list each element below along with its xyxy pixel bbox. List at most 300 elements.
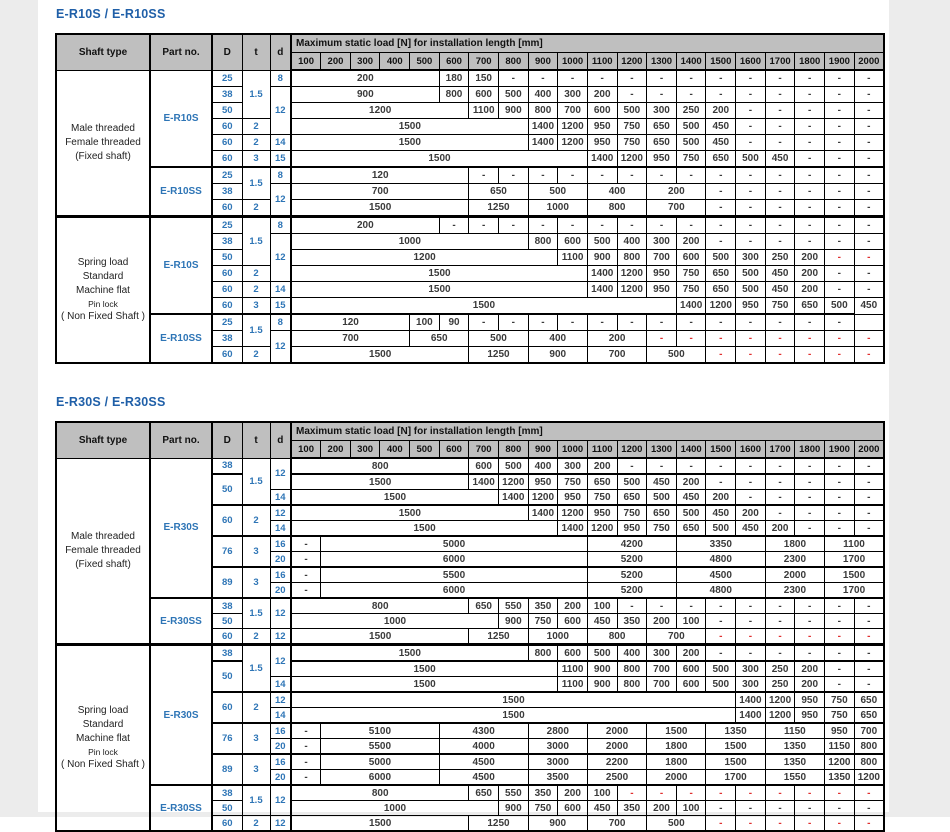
load-cell-empty: - [765, 816, 795, 832]
load-cell: 200 [706, 490, 736, 506]
load-cell: 250 [765, 250, 795, 266]
load-cell: 700 [587, 816, 646, 832]
load-cell-empty: - [854, 645, 884, 662]
dim-D-cell: 50 [212, 801, 242, 816]
load-cell: 700 [647, 629, 706, 645]
load-cell: 1500 [706, 754, 765, 770]
load-cell: 1500 [291, 282, 587, 298]
load-cell: 1500 [291, 708, 736, 724]
load-cell-empty: - [854, 661, 884, 677]
col-header-length: 500 [410, 441, 440, 459]
load-cell: 700 [291, 331, 410, 347]
load-cell-empty: - [676, 331, 706, 347]
load-cell: 200 [676, 645, 706, 662]
load-cell-empty: - [736, 314, 766, 331]
load-cell: 800 [291, 458, 469, 474]
load-cell: 1500 [291, 816, 469, 832]
load-cell-empty: - [736, 801, 766, 816]
load-cell-empty: - [825, 266, 855, 282]
table-row [56, 70, 884, 87]
load-cell: 1200 [558, 119, 588, 135]
load-cell-empty: - [795, 490, 825, 506]
load-cell: 4500 [439, 770, 528, 786]
col-header-load-title: Maximum static load [N] for installation length [mm] [291, 422, 884, 441]
load-cell-empty: - [587, 70, 617, 87]
load-cell: 1500 [291, 119, 528, 135]
dim-d-cell: 12 [270, 816, 291, 832]
load-cell-empty: - [706, 314, 736, 331]
load-cell-empty: - [647, 331, 677, 347]
load-cell: 500 [706, 250, 736, 266]
load-cell: 5200 [587, 552, 676, 568]
load-cell-empty: - [528, 314, 558, 331]
load-cell: 750 [676, 151, 706, 168]
dim-d-cell: 16 [270, 754, 291, 770]
load-cell-empty: - [647, 217, 677, 234]
load-cell: 1500 [291, 677, 558, 693]
table1-title: E-R10S / E-R10SS [56, 7, 166, 21]
shaft-type-line: ( Non Fixed Shaft ) [61, 759, 145, 770]
dim-D-cell: 60 [212, 629, 242, 645]
dim-d-cell: 8 [270, 314, 291, 331]
load-cell-empty: - [765, 490, 795, 506]
load-cell: 950 [587, 119, 617, 135]
load-cell-empty: - [291, 583, 321, 599]
load-cell-empty: - [854, 87, 884, 103]
dim-d-cell: 14 [270, 282, 291, 298]
load-cell: 500 [498, 87, 528, 103]
load-cell: 750 [676, 266, 706, 282]
col-header-length: 2000 [854, 441, 884, 459]
load-cell-empty: - [647, 458, 677, 474]
part-no-cell: E-R10SS [150, 314, 212, 363]
load-cell: 950 [647, 151, 677, 168]
load-cell: 750 [558, 474, 588, 490]
load-cell: 1500 [291, 474, 469, 490]
load-cell-empty: - [825, 785, 855, 801]
load-cell-empty: - [825, 184, 855, 200]
load-cell-empty: - [498, 314, 528, 331]
load-cell: 650 [587, 474, 617, 490]
dim-t-cell: 2 [242, 505, 270, 536]
load-cell-empty: - [647, 87, 677, 103]
load-cell-empty: - [676, 70, 706, 87]
load-cell: 1400 [528, 119, 558, 135]
dim-D-cell: 60 [212, 135, 242, 151]
load-cell: 450 [647, 474, 677, 490]
load-cell: 500 [647, 490, 677, 506]
load-cell: 500 [498, 458, 528, 474]
load-cell: 5200 [587, 583, 676, 599]
load-cell-empty: - [587, 314, 617, 331]
shaft-type-line: Spring load [77, 257, 129, 268]
load-cell-empty: - [825, 314, 855, 331]
load-cell: 1800 [647, 754, 706, 770]
dim-D-cell: 38 [212, 645, 242, 662]
load-cell: 300 [558, 87, 588, 103]
load-cell: 1100 [558, 250, 588, 266]
load-cell-empty: - [825, 505, 855, 521]
col-header-length: 100 [291, 53, 321, 71]
load-cell: 1350 [825, 770, 855, 786]
dim-t-cell: 2 [242, 282, 270, 298]
load-cell: 500 [469, 331, 528, 347]
shaft-type-cell [56, 217, 150, 364]
col-header-length: 2000 [854, 53, 884, 71]
load-cell-empty: - [795, 151, 825, 168]
load-cell: 5100 [321, 723, 440, 739]
load-cell: 5500 [321, 739, 440, 755]
load-cell: 900 [528, 816, 587, 832]
shaft-type-line: Spring load [77, 705, 129, 716]
load-cell: 3000 [528, 739, 587, 755]
dim-d-cell: 14 [270, 490, 291, 506]
dim-D-cell: 60 [212, 816, 242, 832]
dim-d-cell: 14 [270, 521, 291, 537]
load-cell: 1500 [825, 567, 884, 583]
load-cell: 450 [676, 490, 706, 506]
load-cell-empty: - [795, 167, 825, 184]
load-cell: 750 [617, 505, 647, 521]
load-cell: 400 [528, 458, 558, 474]
load-cell-empty: - [706, 200, 736, 217]
load-cell: 1000 [528, 200, 587, 217]
load-cell-empty: - [706, 629, 736, 645]
load-cell-empty: - [647, 314, 677, 331]
load-cell-empty: - [825, 629, 855, 645]
load-cell-empty: - [528, 70, 558, 87]
load-cell-empty: - [825, 458, 855, 474]
load-cell: 500 [528, 184, 587, 200]
load-cell: 2500 [587, 770, 646, 786]
col-header-length: 400 [380, 441, 410, 459]
load-cell: 350 [617, 801, 647, 816]
dim-t-cell: 3 [242, 723, 270, 754]
load-cell: 5200 [587, 567, 676, 583]
load-cell: 750 [825, 692, 855, 708]
dim-D-cell: 38 [212, 234, 242, 250]
col-header-d: d [270, 34, 291, 70]
load-cell-empty: - [617, 167, 647, 184]
load-cell-empty: - [765, 119, 795, 135]
dim-D-cell: 50 [212, 250, 242, 266]
col-header-length: 600 [439, 441, 469, 459]
load-cell-empty: - [795, 458, 825, 474]
load-cell-empty: - [795, 521, 825, 537]
load-cell-empty: - [854, 801, 884, 816]
load-cell-empty: - [854, 474, 884, 490]
load-cell-empty: - [736, 167, 766, 184]
load-cell-empty: - [795, 785, 825, 801]
load-cell-empty: - [854, 167, 884, 184]
col-header-length: 800 [498, 53, 528, 71]
load-cell: 700 [647, 200, 706, 217]
load-cell: 1500 [291, 200, 469, 217]
load-cell-empty: - [825, 119, 855, 135]
table-row [56, 167, 884, 184]
col-header-length: 1100 [587, 53, 617, 71]
dim-t-cell: 2 [242, 629, 270, 645]
load-cell: 300 [736, 661, 766, 677]
load-cell: 5000 [321, 754, 440, 770]
dim-t-cell: 2 [242, 119, 270, 135]
load-cell-empty: - [825, 816, 855, 832]
load-cell: 200 [587, 331, 646, 347]
load-cell: 200 [795, 677, 825, 693]
col-header-load-title: Maximum static load [N] for installation length [mm] [291, 34, 884, 53]
dim-D-cell: 60 [212, 347, 242, 364]
load-cell-empty: - [854, 250, 884, 266]
load-cell-empty: - [765, 801, 795, 816]
dim-D-cell: 50 [212, 661, 242, 692]
dim-D-cell: 38 [212, 87, 242, 103]
load-cell: 250 [765, 677, 795, 693]
load-cell: 100 [676, 614, 706, 629]
load-cell-empty: - [825, 70, 855, 87]
load-cell-empty: - [706, 645, 736, 662]
load-cell: 500 [736, 282, 766, 298]
load-cell: 600 [558, 614, 588, 629]
load-cell: 200 [676, 474, 706, 490]
load-cell: 600 [469, 458, 499, 474]
load-cell: 350 [528, 598, 558, 614]
dim-D-cell: 60 [212, 505, 242, 536]
load-cell: 180 [439, 70, 469, 87]
col-header-length: 1700 [765, 441, 795, 459]
load-cell-empty: - [854, 521, 884, 537]
col-header-t: t [242, 34, 270, 70]
load-cell: 150 [469, 70, 499, 87]
load-cell: 2300 [765, 583, 824, 599]
load-cell-empty: - [765, 347, 795, 364]
load-cell-empty: - [736, 785, 766, 801]
load-cell-empty: - [736, 347, 766, 364]
load-cell: 200 [587, 87, 617, 103]
dim-D-cell: 60 [212, 151, 242, 168]
shaft-type-line: Male threaded [71, 530, 135, 542]
load-cell: 750 [528, 801, 558, 816]
load-cell: 950 [736, 298, 766, 315]
load-cell: 6000 [321, 552, 588, 568]
col-header-length: 600 [439, 53, 469, 71]
load-cell: 300 [647, 103, 677, 119]
load-cell: 450 [765, 282, 795, 298]
load-cell-empty: - [736, 331, 766, 347]
load-cell-empty: - [617, 70, 647, 87]
load-cell: 800 [854, 754, 884, 770]
load-cell: 200 [291, 217, 439, 234]
load-cell-empty: - [795, 474, 825, 490]
load-cell: 500 [706, 521, 736, 537]
load-cell: 1200 [617, 266, 647, 282]
load-cell: 1250 [469, 816, 528, 832]
load-cell: 200 [795, 250, 825, 266]
load-cell: 950 [795, 708, 825, 724]
dim-d-cell: 12 [270, 505, 291, 521]
load-cell-empty: - [706, 458, 736, 474]
load-cell: 1000 [291, 234, 528, 250]
load-cell-empty: - [854, 70, 884, 87]
load-cell: 1150 [825, 739, 855, 755]
table2-container [55, 421, 889, 832]
load-cell-empty: - [854, 629, 884, 645]
load-cell-empty: - [825, 521, 855, 537]
load-cell-empty: - [795, 314, 825, 331]
load-cell: 1200 [765, 692, 795, 708]
load-cell: 1200 [558, 505, 588, 521]
col-header-length: 1500 [706, 441, 736, 459]
col-header-length: 1100 [587, 441, 617, 459]
load-cell: 1400 [587, 151, 617, 168]
load-cell-empty: - [795, 200, 825, 217]
dim-t-cell: 1.5 [242, 217, 270, 266]
dim-D-cell: 25 [212, 70, 242, 87]
load-cell-empty: - [854, 151, 884, 168]
load-cell-empty: - [706, 474, 736, 490]
load-cell-empty: - [676, 598, 706, 614]
shaft-type-line: (Fixed shaft) [75, 558, 131, 570]
table-row [56, 785, 884, 801]
load-cell: 1000 [291, 801, 498, 816]
load-cell-empty: - [854, 490, 884, 506]
load-cell-empty: - [736, 234, 766, 250]
part-no-cell: E-R30S [150, 645, 212, 786]
load-cell: 1200 [558, 135, 588, 151]
load-cell: 700 [587, 347, 646, 364]
shaft-type-line: ( Non Fixed Shaft ) [61, 311, 145, 322]
load-cell-empty: - [825, 490, 855, 506]
dim-t-cell: 1.5 [242, 645, 270, 693]
shaft-type-line: Standard [82, 271, 124, 282]
load-cell: 500 [736, 266, 766, 282]
load-cell: 950 [825, 723, 855, 739]
col-header-length: 200 [321, 441, 351, 459]
dim-D-cell: 50 [212, 474, 242, 505]
load-cell: 1500 [291, 151, 587, 168]
load-cell: 650 [795, 298, 825, 315]
dim-t-cell: 1.5 [242, 785, 270, 816]
load-cell: 600 [469, 87, 499, 103]
load-cell-empty: - [795, 816, 825, 832]
load-cell-empty: - [765, 70, 795, 87]
load-cell-empty: - [706, 70, 736, 87]
load-cell-empty: - [617, 458, 647, 474]
col-header-shaft-type: Shaft type [56, 422, 150, 458]
load-cell: 500 [736, 151, 766, 168]
load-cell-empty: - [736, 614, 766, 629]
load-cell: 400 [617, 645, 647, 662]
load-cell: 1400 [587, 266, 617, 282]
load-cell: 300 [558, 458, 588, 474]
load-cell: 1500 [706, 739, 765, 755]
load-cell-empty: - [558, 70, 588, 87]
load-cell-empty: - [825, 614, 855, 629]
load-cell: 3500 [528, 770, 587, 786]
load-cell-empty: - [825, 661, 855, 677]
load-cell-empty: - [825, 250, 855, 266]
col-header-length: 800 [498, 441, 528, 459]
load-cell-empty: - [706, 614, 736, 629]
load-cell-empty: - [587, 217, 617, 234]
load-cell-empty: - [765, 331, 795, 347]
part-no-cell: E-R30S [150, 458, 212, 598]
load-cell-empty: - [765, 629, 795, 645]
load-cell-empty: - [706, 234, 736, 250]
load-cell: 2000 [647, 770, 706, 786]
load-cell: 200 [647, 614, 677, 629]
shaft-type-line: Female threaded [65, 136, 141, 148]
load-cell: 450 [765, 151, 795, 168]
load-cell-empty: - [706, 785, 736, 801]
load-cell-empty: - [498, 167, 528, 184]
load-cell: 1500 [291, 661, 558, 677]
load-cell: 1200 [291, 250, 558, 266]
dim-t-cell: 3 [242, 151, 270, 168]
load-cell: 1200 [528, 490, 558, 506]
shaft-type-line: Pin lock [88, 747, 118, 757]
shaft-type-cell [56, 645, 150, 832]
load-cell-empty: - [854, 135, 884, 151]
load-cell: 600 [587, 103, 617, 119]
load-cell: 1200 [854, 770, 884, 786]
load-cell-empty: - [795, 614, 825, 629]
load-cell: 650 [647, 505, 677, 521]
load-cell: 4300 [439, 723, 528, 739]
col-header-length: 400 [380, 53, 410, 71]
col-header-length: 1700 [765, 53, 795, 71]
load-cell: 1000 [291, 614, 498, 629]
load-cell-empty: - [558, 167, 588, 184]
load-cell: 1700 [825, 552, 884, 568]
dim-d-cell: 20 [270, 739, 291, 755]
load-cell: 1150 [765, 723, 824, 739]
load-cell: 750 [825, 708, 855, 724]
load-cell: 700 [647, 250, 677, 266]
load-cell-empty: - [765, 785, 795, 801]
load-cell-empty: - [795, 234, 825, 250]
dim-D-cell: 89 [212, 567, 242, 598]
load-cell-empty: - [291, 567, 321, 583]
load-cell: 900 [291, 87, 439, 103]
load-cell: 800 [587, 629, 646, 645]
dim-D-cell: 38 [212, 785, 242, 801]
col-header-length: 1200 [617, 441, 647, 459]
header-row [56, 422, 884, 441]
load-cell: 1200 [498, 474, 528, 490]
load-cell: 700 [854, 723, 884, 739]
load-cell: 800 [528, 103, 558, 119]
load-cell: 200 [736, 505, 766, 521]
load-cell: 950 [647, 266, 677, 282]
dim-d-cell: 16 [270, 536, 291, 552]
load-cell: 750 [647, 521, 677, 537]
load-cell-empty: - [825, 234, 855, 250]
load-cell-empty: - [706, 87, 736, 103]
load-cell-empty: - [736, 629, 766, 645]
load-cell: 1350 [765, 739, 824, 755]
col-header-length: 1800 [795, 53, 825, 71]
load-cell: 550 [498, 785, 528, 801]
load-cell-empty: - [825, 103, 855, 119]
dim-d-cell: 12 [270, 458, 291, 490]
load-cell: 90 [439, 314, 469, 331]
load-table [55, 421, 885, 832]
load-cell: 950 [587, 505, 617, 521]
load-cell-empty: - [291, 536, 321, 552]
load-cell-empty: - [795, 184, 825, 200]
dim-d-cell: 16 [270, 723, 291, 739]
load-cell: 1500 [291, 645, 528, 662]
